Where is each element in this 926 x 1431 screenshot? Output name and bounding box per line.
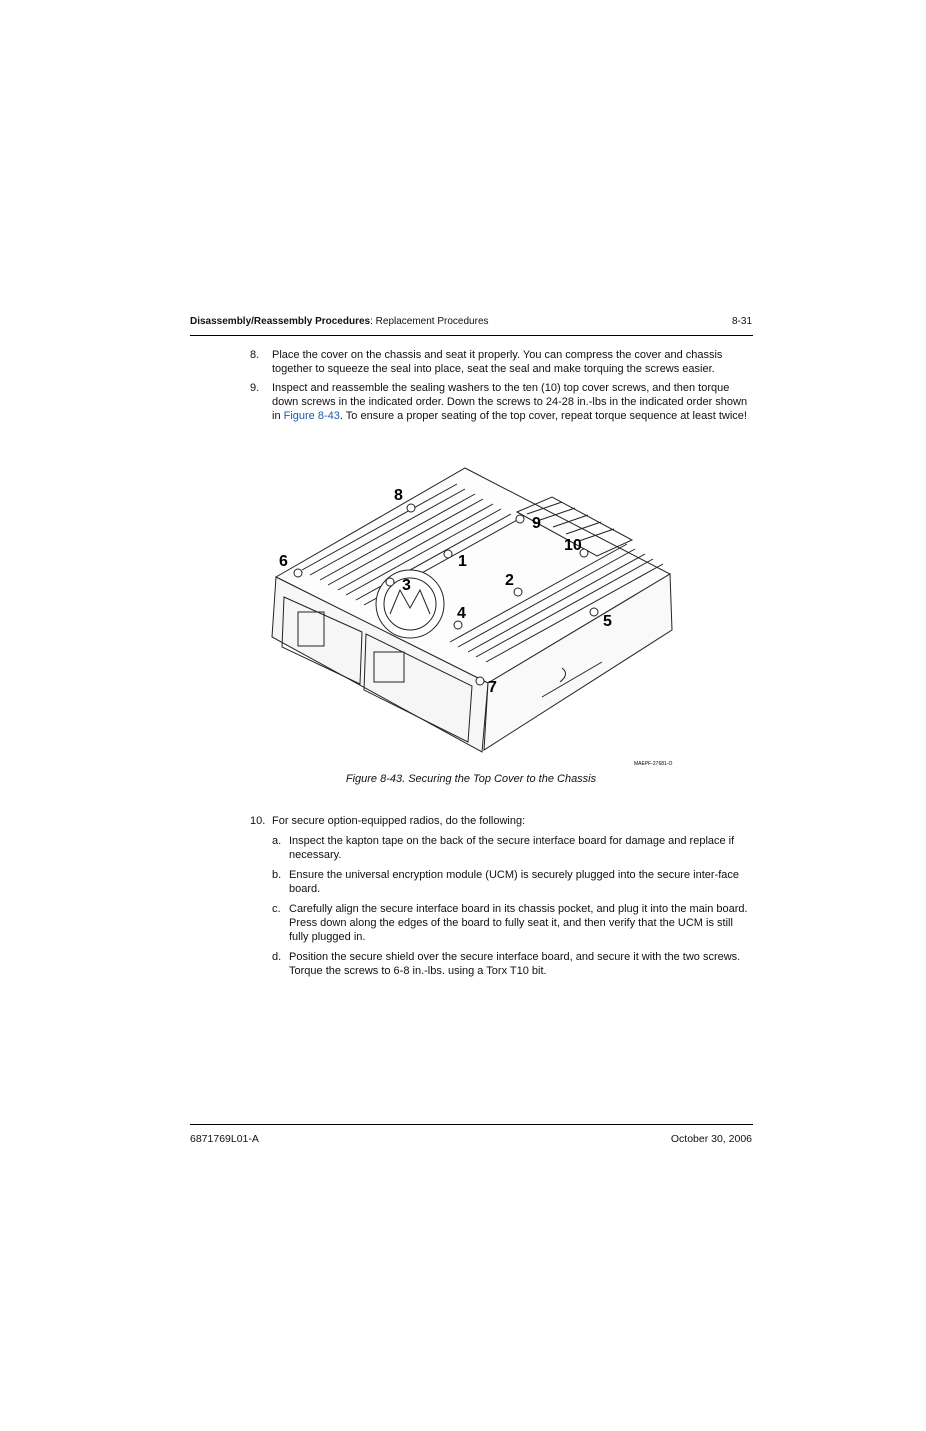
substep-text: Carefully align the secure interface board in its chassis pocket, and plug it into the main board. Press down along the edges of the board to fully seat it, and then verify that the UCM is still fully plugged in.	[289, 903, 748, 943]
step-number: 8.	[250, 349, 260, 361]
header-rule	[190, 335, 753, 336]
step-text-before: Inspect and reassemble the sealing washers to the ten (10) top cover screws, and then torque down screws in the indicated order. Down the screws to 24-28 in.-lbs in the indicated order shown in	[272, 382, 748, 422]
step-number: 10.	[250, 815, 266, 827]
chassis-drawing	[262, 462, 682, 772]
procedure-steps	[250, 348, 750, 428]
callout-8: 8	[394, 487, 403, 504]
step-10	[250, 814, 750, 828]
page-footer	[190, 1133, 752, 1145]
substep-d	[272, 950, 750, 978]
substep-letter: a.	[272, 835, 282, 847]
substep-a	[272, 834, 750, 862]
substep-letter: d.	[272, 951, 282, 963]
header-section-subtitle: : Replacement Procedures	[370, 316, 489, 327]
callout-4: 4	[457, 605, 466, 622]
step-text-after: . To ensure a proper seating of the top cover, repeat torque sequence at least twice!	[339, 410, 747, 422]
step-text: For secure option-equipped radios, do the following:	[272, 815, 526, 827]
substep-text: Inspect the kapton tape on the back of the secure interface board for damage and replace if necessary.	[289, 835, 735, 861]
header-page-number: 8-31	[731, 316, 752, 327]
callout-2: 2	[505, 572, 514, 589]
callout-6: 6	[279, 553, 288, 570]
figure-link[interactable]: Figure 8-43	[283, 410, 340, 422]
page-header	[190, 316, 752, 327]
substep-c	[272, 902, 750, 944]
procedure-step-10	[250, 814, 750, 978]
footer-date: October 30, 2006	[670, 1133, 752, 1145]
figure-caption: Figure 8-43. Securing the Top Cover to the Chassis	[345, 773, 597, 785]
step-9	[250, 381, 750, 423]
substep-letter: b.	[272, 869, 282, 881]
art-code: MAEPF-27681-O	[634, 761, 673, 767]
callout-9: 9	[532, 515, 541, 532]
callout-3: 3	[402, 577, 411, 594]
step-number: 9.	[250, 382, 260, 394]
footer-doc-number: 6871769L01-A	[190, 1133, 259, 1145]
substep-letter: c.	[272, 903, 281, 915]
callout-5: 5	[603, 613, 612, 630]
callout-10: 10	[564, 537, 582, 554]
substep-b	[272, 868, 750, 896]
step-8	[250, 348, 750, 376]
substep-text: Position the secure shield over the secure interface board, and secure it with the two screws. Torque the screws to 6-8 in.-lbs. using a Torx T10 bit.	[289, 951, 741, 977]
header-section	[190, 316, 489, 327]
callout-1: 1	[458, 553, 467, 570]
substep-text: Ensure the universal encryption module (UCM) is securely plugged into the secure inter-face board.	[289, 869, 739, 895]
header-section-title: Disassembly/Reassembly Procedures	[190, 316, 371, 327]
step-text: Place the cover on the chassis and seat it properly. You can compress the cover and chassis together to squeeze the seal into place, seat the seal and make torquing the screws easier.	[272, 349, 723, 375]
footer-rule	[190, 1124, 753, 1125]
step-text	[272, 381, 750, 423]
figure-chassis-illustration	[262, 462, 682, 772]
callout-7: 7	[488, 679, 497, 696]
